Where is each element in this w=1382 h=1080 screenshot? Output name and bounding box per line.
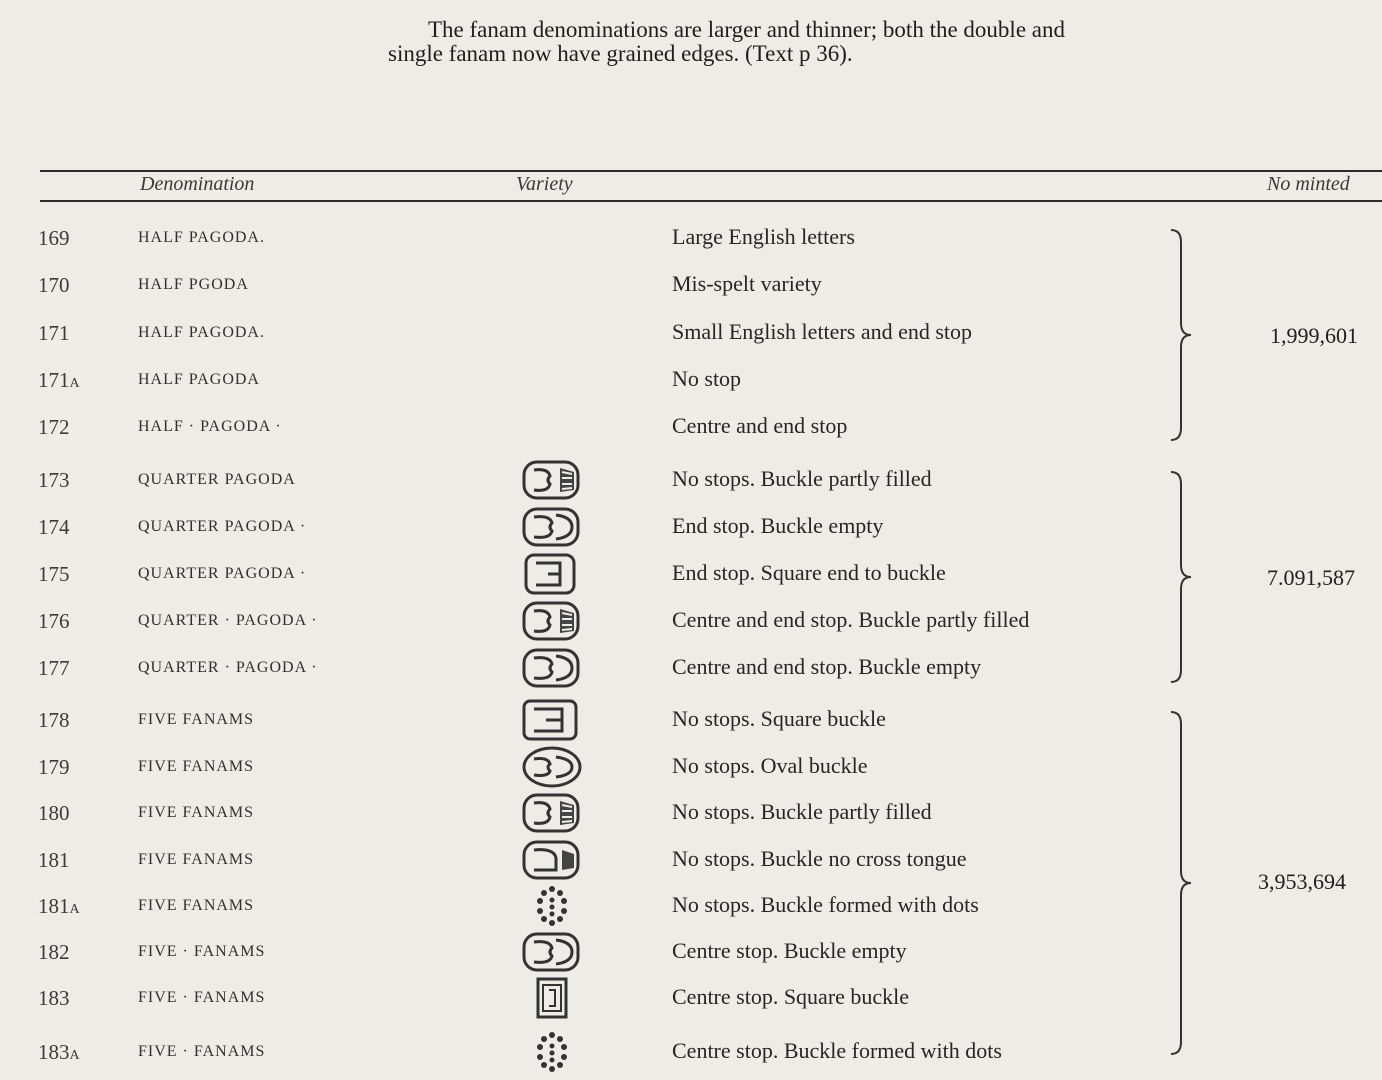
variety-cell: Centre stop. Buckle empty — [672, 938, 907, 963]
header-no-minted: No minted — [1267, 173, 1350, 195]
buckle-square-end-icon — [520, 552, 584, 596]
variety-cell: Centre and end stop. Buckle partly filled — [672, 607, 1030, 632]
catalogue-number: 175 — [38, 562, 70, 586]
variety-cell: End stop. Buckle empty — [672, 513, 884, 538]
group-brace — [1165, 228, 1195, 442]
catalogue-number: 181 — [38, 848, 70, 872]
variety-cell: No stops. Buckle partly filled — [672, 799, 932, 824]
buckle-dots-icon — [520, 884, 584, 928]
intro-text — [388, 18, 1208, 66]
buckle-empty-icon — [520, 646, 584, 690]
variety-cell: No stops. Buckle formed with dots — [672, 892, 979, 917]
catalogue-number: 171A — [38, 368, 80, 392]
catalogue-number: 173 — [38, 468, 70, 492]
denomination-cell: FIVE FANAMS — [138, 804, 255, 821]
catalogue-number: 183A — [38, 1040, 80, 1064]
buckle-partly-filled-icon — [520, 458, 584, 502]
denomination-cell: FIVE · FANAMS — [138, 943, 266, 960]
buckle-partly-filled-icon — [520, 599, 584, 643]
denomination-cell: HALF PGODA — [138, 276, 249, 293]
denomination-cell: QUARTER · PAGODA · — [138, 659, 318, 676]
denomination-cell: QUARTER · PAGODA · — [138, 612, 318, 629]
variety-cell: Mis-spelt variety — [672, 271, 822, 296]
intro-line-2: single fanam now have grained edges. (Text p 36). — [388, 41, 853, 66]
variety-cell: No stops. Square buckle — [672, 706, 886, 731]
group-total-mintage: 3,953,694 — [1258, 869, 1346, 894]
group-brace — [1165, 470, 1195, 684]
catalogue-number: 170 — [38, 273, 70, 297]
catalogue-number: 172 — [38, 415, 70, 439]
catalogue-number: 169 — [38, 226, 70, 250]
buckle-empty-icon — [520, 505, 584, 549]
buckle-partly-filled-icon — [520, 791, 584, 835]
header-denomination: Denomination — [140, 173, 255, 195]
denomination-cell: QUARTER PAGODA · — [138, 565, 307, 582]
buckle-oval-icon — [520, 745, 584, 789]
catalogue-number: 182 — [38, 940, 70, 964]
variety-cell: Centre stop. Buckle formed with dots — [672, 1038, 1002, 1063]
header-variety: Variety — [516, 173, 573, 195]
group-total-mintage: 1,999,601 — [1270, 323, 1358, 348]
variety-cell: No stop — [672, 366, 742, 391]
buckle-no-tongue-icon — [520, 838, 584, 882]
buckle-square-icon — [520, 698, 584, 742]
table-header-rule — [40, 200, 1382, 202]
variety-cell: End stop. Square end to buckle — [672, 560, 946, 585]
buckle-dots-icon — [520, 1030, 584, 1074]
catalogue-number: 171 — [38, 321, 70, 345]
group-brace — [1165, 710, 1195, 1056]
intro-line-1: The fanam denominations are larger and thinner; both the double and — [428, 17, 1065, 42]
catalogue-number: 178 — [38, 708, 70, 732]
table-top-rule — [40, 170, 1382, 172]
catalogue-number: 180 — [38, 801, 70, 825]
denomination-cell: QUARTER PAGODA · — [138, 518, 307, 535]
denomination-cell: FIVE · FANAMS — [138, 989, 266, 1006]
denomination-cell: HALF PAGODA. — [138, 324, 265, 341]
variety-cell: No stops. Oval buckle — [672, 753, 868, 778]
variety-cell: Centre and end stop. Buckle empty — [672, 654, 982, 679]
denomination-cell: FIVE · FANAMS — [138, 1043, 266, 1060]
denomination-cell: FIVE FANAMS — [138, 758, 255, 775]
denomination-cell: HALF PAGODA. — [138, 229, 265, 246]
buckle-small-square-icon — [520, 976, 584, 1020]
group-total-mintage: 7.091,587 — [1267, 565, 1355, 590]
catalogue-number: 179 — [38, 755, 70, 779]
variety-cell: Centre and end stop — [672, 413, 848, 438]
denomination-cell: FIVE FANAMS — [138, 711, 255, 728]
denomination-cell: FIVE FANAMS — [138, 851, 255, 868]
catalogue-number: 183 — [38, 986, 70, 1010]
catalogue-number: 177 — [38, 656, 70, 680]
variety-cell: Centre stop. Square buckle — [672, 984, 910, 1009]
denomination-cell: QUARTER PAGODA — [138, 471, 296, 488]
catalogue-number: 176 — [38, 609, 70, 633]
variety-cell: Small English letters and end stop — [672, 319, 973, 344]
variety-cell: Large English letters — [672, 224, 855, 249]
denomination-cell: HALF · PAGODA · — [138, 418, 282, 435]
denomination-cell: HALF PAGODA — [138, 371, 260, 388]
catalogue-number: 181A — [38, 894, 80, 918]
buckle-empty-icon — [520, 930, 584, 974]
variety-cell: No stops. Buckle partly filled — [672, 466, 932, 491]
denomination-cell: FIVE FANAMS — [138, 897, 255, 914]
variety-cell: No stops. Buckle no cross tongue — [672, 846, 967, 871]
catalogue-number: 174 — [38, 515, 70, 539]
